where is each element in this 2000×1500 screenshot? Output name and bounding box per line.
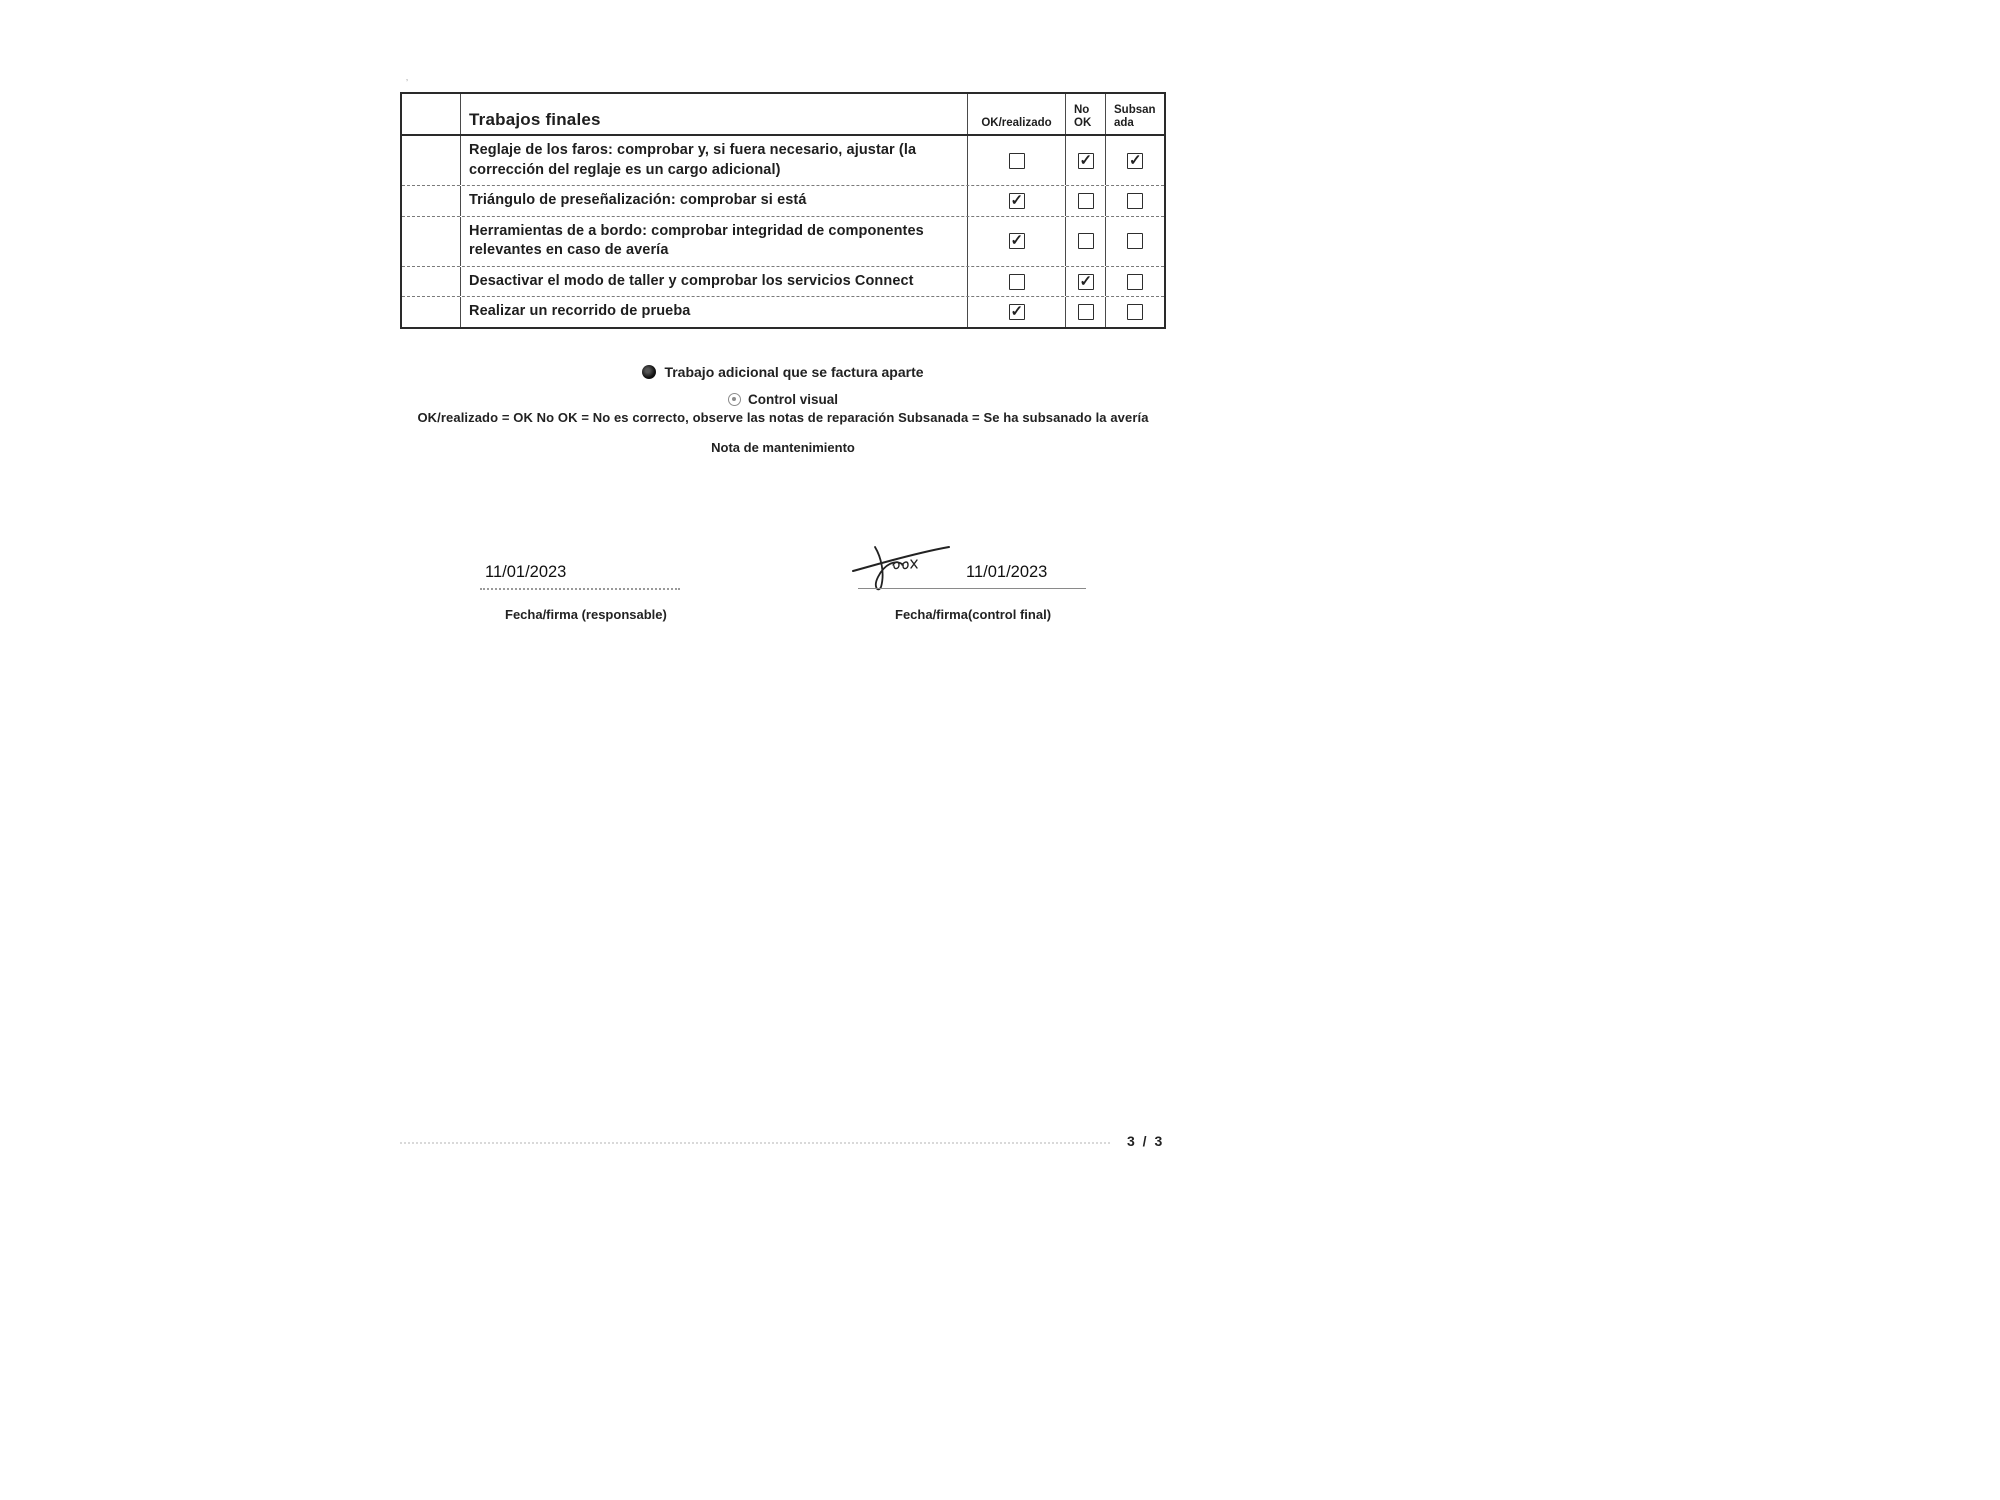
task-label: Reglaje de los faros: comprobar y, si fuera necesario, ajustar (la corrección del reglaje es un cargo adicional) xyxy=(460,136,967,185)
task-label: Realizar un recorrido de prueba xyxy=(460,297,967,327)
legend-visual-line xyxy=(400,392,1166,407)
checkbox-no-ok xyxy=(1078,304,1094,320)
checkbox-subsanada xyxy=(1127,304,1143,320)
final-works-table xyxy=(400,92,1166,329)
column-header-no-ok: No OK xyxy=(1074,103,1092,129)
checkbox-no-ok xyxy=(1078,153,1094,169)
legend-billable-line xyxy=(400,364,1166,380)
checkbox-subsanada xyxy=(1127,274,1143,290)
table-row xyxy=(402,296,1164,327)
task-label: Triángulo de preseñalización: comprobar si está xyxy=(460,186,967,216)
signature-line-control-final xyxy=(858,588,1086,589)
label-responsable: Fecha/firma (responsable) xyxy=(505,607,667,622)
filled-circle-icon xyxy=(642,365,656,379)
table-header-row xyxy=(402,94,1164,136)
table-row xyxy=(402,216,1164,266)
signature-scribble xyxy=(845,535,965,595)
checkbox-subsanada xyxy=(1127,193,1143,209)
visual-check-icon xyxy=(728,393,741,406)
scan-artifact-line xyxy=(400,1142,1110,1144)
checkbox-ok xyxy=(1009,193,1025,209)
scan-artifact: ‚ xyxy=(406,72,408,82)
checkbox-ok xyxy=(1009,304,1025,320)
column-header-ok: OK/realizado xyxy=(981,116,1052,129)
checkbox-ok xyxy=(1009,233,1025,249)
table-title: Trabajos finales xyxy=(469,110,601,129)
table-row xyxy=(402,136,1164,185)
table-row xyxy=(402,266,1164,297)
signature-line-responsable xyxy=(480,588,680,590)
legend-definitions: OK/realizado = OK No OK = No es correcto, observe las notas de reparación Subsanada = Se ha subsanado la avería xyxy=(417,410,1149,425)
header-spacer-cell xyxy=(402,94,460,134)
checkbox-no-ok xyxy=(1078,274,1094,290)
table-row xyxy=(402,185,1164,216)
date-responsable: 11/01/2023 xyxy=(485,563,567,581)
checkbox-ok xyxy=(1009,274,1025,290)
date-control-final: 11/01/2023 xyxy=(966,563,1048,581)
page-number: 3 / 3 xyxy=(1127,1133,1165,1149)
checkbox-no-ok xyxy=(1078,193,1094,209)
checkbox-ok xyxy=(1009,153,1025,169)
checkbox-subsanada xyxy=(1127,233,1143,249)
checkbox-subsanada xyxy=(1127,153,1143,169)
column-header-subsanada: Subsanada xyxy=(1114,103,1156,129)
task-label: Herramientas de a bordo: comprobar integridad de componentes relevantes en caso de avería xyxy=(460,217,967,266)
task-label: Desactivar el modo de taller y comprobar los servicios Connect xyxy=(460,267,967,297)
legend-billable-text: Trabajo adicional que se factura aparte xyxy=(664,364,924,380)
legend-visual-text: Control visual xyxy=(747,392,838,407)
maintenance-note-label: Nota de mantenimiento xyxy=(711,440,855,455)
label-control-final: Fecha/firma(control final) xyxy=(895,607,1052,622)
checkbox-no-ok xyxy=(1078,233,1094,249)
